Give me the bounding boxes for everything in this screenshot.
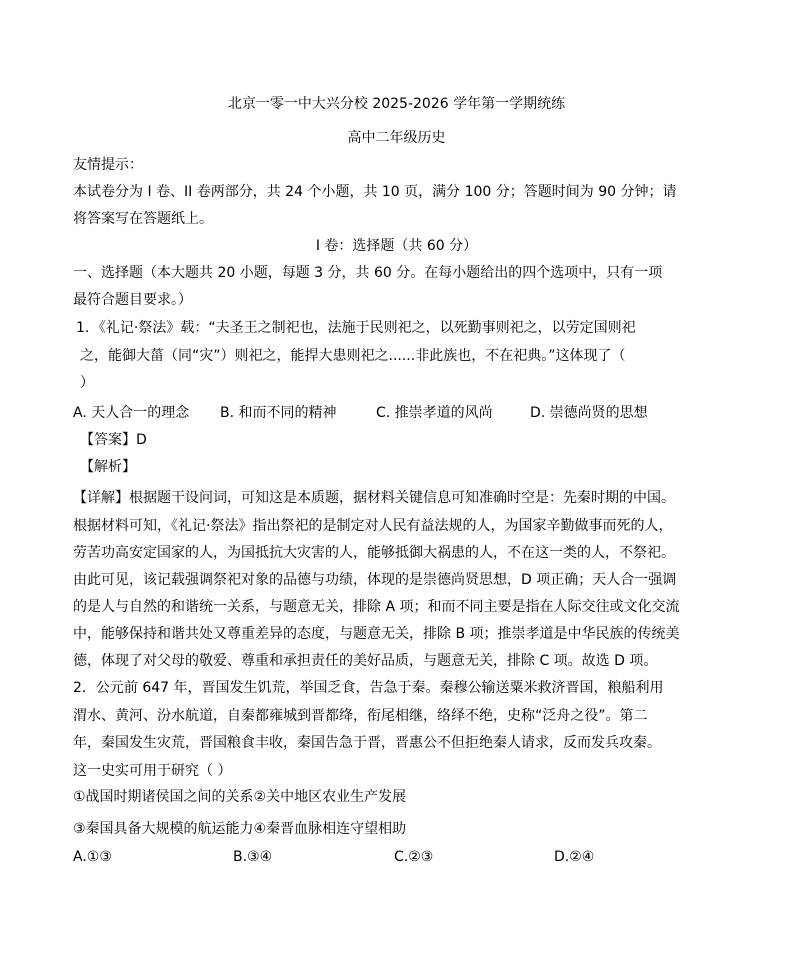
q2-options (73, 846, 713, 868)
q2-stem-line-2: 渭水、黄河、汾水航道，自秦都雍城到晋都绛，衔尾相继，络绎不绝，史称“泛舟之役”。第二 (73, 708, 648, 724)
notice-label: 友情提示： (73, 157, 143, 173)
q2-stem-line-3: 年，秦国发生灾荒，晋国粮食丰收，秦国告急于晋，晋惠公不但拒绝秦人请求，反而发兵攻秦。 (73, 735, 661, 751)
document-subtitle: 高中二年级历史 (347, 130, 446, 146)
q1-detail-text-1: 根据题干设问词，可知这是本质题，据材料关键信息可知准确时空是：先秦时期的中国。 (129, 490, 675, 506)
q2-option-d: D.②④ (554, 849, 595, 865)
q2-items-line-2: ③秦国具备大规模的航运能力④秦晋血脉相连守望相助 (73, 821, 407, 837)
section-instruction-2: 最符合题目要求。） (73, 292, 192, 308)
q1-detail-line-2: 根据材料可知，《礼记·祭法》指出祭祀的是制定对人民有益法规的人，为国家辛勤做事而死的人， (73, 518, 673, 534)
section-instruction-1: 一、选择题（本大题共 20 小题，每题 3 分，共 60 分。在每小题给出的四个选项中，只有一项 (73, 265, 663, 281)
q1-option-a: A. 天人合一的理念 (73, 405, 190, 421)
q2-option-c: C.②③ (394, 849, 434, 865)
q1-options (73, 402, 713, 424)
q1-detail-line-5: 的是人与自然的和谐统一关系，与题意无关，排除 A 项；和而不同主要是指在人际交往或文化交流 (73, 599, 680, 615)
q1-detail-line-6: 中，能够保持和谐共处又尊重差异的态度，与题意无关，排除 B 项；推崇孝道是中华民族的传统美 (73, 626, 680, 642)
section-title: I 卷：选择题（共 60 分） (315, 238, 478, 254)
document-title: 北京一零一中大兴分校 2025-2026 学年第一学期统练 (227, 96, 566, 112)
q1-detail-line-1 (73, 488, 675, 508)
q1-answer: 【答案】D (80, 432, 147, 448)
q1-stem-line-3: ） (80, 375, 94, 391)
q1-detail-line-3: 劳苦功高安定国家的人，为国抵抗大灾害的人，能够抵御大祸患的人，不在这一类的人，不祭祀。 (73, 545, 675, 561)
q1-option-c: C. 推崇孝道的风尚 (376, 405, 493, 421)
q1-stem-line-2: 之，能御大菑（同“灾”）则祀之，能捍大患则祀之......非此族也，不在祀典。”这体现了（ (80, 348, 626, 364)
q1-detail-label: 【详解】 (73, 490, 129, 506)
notice-line-2: 将答案写在答题纸上。 (73, 211, 213, 227)
q2-items-line-1: ①战国时期诸侯国之间的关系②关中地区农业生产发展 (73, 789, 407, 805)
q2-stem-line-4: 这一史实可用于研究（ ） (73, 763, 232, 779)
notice-line-1: 本试卷分为 I 卷、II 卷两部分，共 24 个小题，共 10 页，满分 100 分；答题时间为 90 分钟；请 (73, 184, 677, 200)
q2-stem-line-1: 2．公元前 647 年，晋国发生饥荒，举国乏食，告急于秦。秦穆公输送粟米救济晋国，粮船利用 (73, 680, 664, 696)
q1-option-b: B. 和而不同的精神 (220, 405, 337, 421)
q1-detail-line-4: 由此可见，该记载强调祭祀对象的品德与功绩，体现的是崇德尚贤思想，D 项正确；天人合一强调 (73, 572, 677, 588)
q2-option-a: A.①③ (73, 849, 112, 865)
q1-option-d: D. 崇德尚贤的思想 (530, 405, 648, 421)
q1-analysis-label: 【解析】 (80, 459, 136, 475)
q1-stem-line-1: 1．《礼记·祭法》载：“夫圣王之制祀也，法施于民则祀之，以死勤事则祀之，以劳定国则祀 (76, 320, 636, 336)
q1-detail-line-7: 德，体现了对父母的敬爱、尊重和承担责任的美好品质，与题意无关，排除 C 项。故选 D 项。 (73, 653, 658, 669)
q2-option-b: B.③④ (233, 849, 273, 865)
